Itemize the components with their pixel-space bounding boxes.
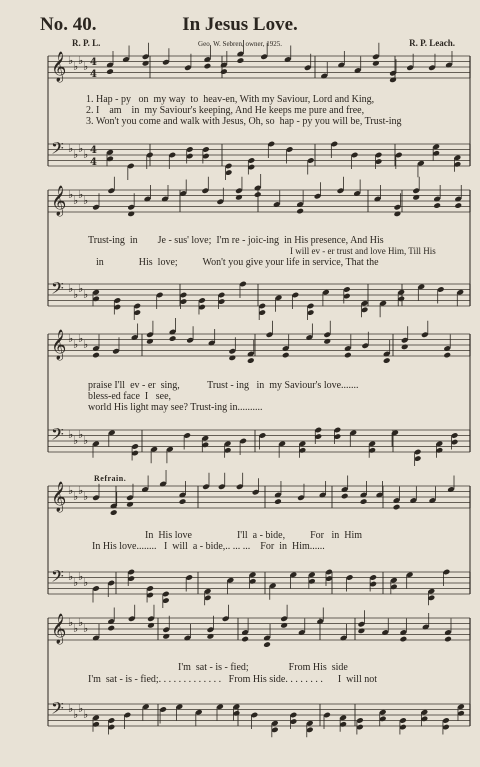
flat-sign: ♭: [68, 570, 74, 583]
flat-sign: ♭: [73, 338, 79, 351]
notehead: [443, 352, 451, 359]
notehead: [383, 357, 391, 364]
notehead: [92, 352, 100, 359]
flat-sign: ♭: [78, 54, 84, 67]
notehead: [241, 636, 249, 643]
time-signature: 4: [90, 69, 97, 80]
lyric-line: 2. I am in my Saviour's keeping, And He keeps me pure and free,: [86, 105, 365, 116]
flat-sign: ♭: [83, 288, 89, 301]
flat-sign: ♭: [83, 434, 89, 447]
notehead: [399, 636, 407, 643]
flat-sign: ♭: [68, 54, 74, 67]
notehead: [454, 202, 462, 209]
flat-sign: ♭: [78, 282, 84, 295]
flat-sign: ♭: [83, 622, 89, 635]
hymn-number: No. 40.: [40, 14, 97, 35]
flat-sign: ♭: [73, 622, 79, 635]
flat-sign: ♭: [78, 570, 84, 583]
notehead: [341, 493, 349, 500]
flat-sign: ♭: [78, 142, 84, 155]
notehead: [207, 633, 215, 640]
flat-sign: ♭: [78, 616, 84, 629]
notehead: [228, 355, 236, 362]
flat-sign: ♭: [83, 708, 89, 721]
notehead: [146, 338, 154, 345]
flat-sign: ♭: [73, 60, 79, 73]
lyric-line: I'm sat - is - fied; From His side: [178, 662, 348, 673]
notehead: [282, 352, 290, 359]
flat-sign: ♭: [83, 148, 89, 161]
hymn-title: In Jesus Love.: [182, 14, 298, 35]
notehead: [358, 628, 366, 635]
notehead: [106, 68, 114, 75]
notehead: [401, 344, 409, 351]
notehead: [344, 352, 352, 359]
treble-clef: 𝄞: [51, 330, 67, 360]
flat-sign: ♭: [73, 194, 79, 207]
notehead: [372, 60, 380, 67]
lyric-line: Trust-ing in Je - sus' love; I'm re - joic-ing in His presence, And His: [88, 235, 384, 246]
treble-clef: 𝄞: [51, 482, 67, 512]
notehead: [247, 357, 255, 364]
flat-sign: ♭: [68, 484, 74, 497]
notehead: [162, 633, 170, 640]
flat-sign: ♭: [73, 148, 79, 161]
flat-sign: ♭: [73, 434, 79, 447]
lyric-line: I will ev - er trust and love Him, Till His: [290, 246, 436, 256]
refrain-label: Refrain.: [94, 474, 127, 483]
notehead: [274, 498, 282, 505]
lyric-line: I'm sat - is - fied;. . . . . . . . . . . . . From His side. . . . . . . . I will not: [88, 674, 378, 685]
bass-clef: 𝄢: [51, 424, 64, 448]
notehead: [179, 498, 187, 505]
flat-sign: ♭: [68, 142, 74, 155]
lyric-line: In His love I'll a - bide, For in Him: [145, 530, 363, 541]
notehead: [389, 77, 397, 84]
flat-sign: ♭: [78, 188, 84, 201]
notehead: [263, 641, 271, 648]
time-signature: 4: [90, 57, 97, 68]
composer-credit: R. P. Leach.: [409, 38, 455, 48]
notehead: [280, 622, 288, 629]
notehead: [393, 504, 401, 511]
flat-sign: ♭: [78, 428, 84, 441]
notehead: [110, 509, 118, 516]
copyright-notice: Geo. W. Sebren, owner, 1925.: [198, 40, 282, 48]
flat-sign: ♭: [73, 576, 79, 589]
notehead: [237, 57, 245, 64]
notehead: [433, 202, 441, 209]
flat-sign: ♭: [68, 188, 74, 201]
bass-clef: 𝄢: [51, 278, 64, 302]
flat-sign: ♭: [73, 288, 79, 301]
notehead: [107, 625, 115, 632]
flat-sign: ♭: [73, 708, 79, 721]
flat-sign: ♭: [78, 484, 84, 497]
notehead: [147, 622, 155, 629]
flat-sign: ♭: [83, 60, 89, 73]
notehead: [235, 194, 243, 201]
notehead: [169, 335, 177, 342]
notehead: [323, 338, 331, 345]
flat-sign: ♭: [83, 576, 89, 589]
time-signature: 4: [90, 145, 97, 156]
notehead: [142, 60, 150, 67]
treble-clef: 𝄞: [51, 52, 67, 82]
flat-sign: ♭: [68, 282, 74, 295]
bass-clef: 𝄢: [51, 138, 64, 162]
flat-sign: ♭: [68, 702, 74, 715]
treble-clef: 𝄞: [51, 186, 67, 216]
flat-sign: ♭: [68, 616, 74, 629]
lyric-line: 3. Won't you come and walk with Jesus, Oh, so hap - py you will be, Trust-ing: [86, 116, 402, 127]
lyric-line: 1. Hap - py on my way to heav-en, With my Saviour, Lord and King,: [86, 94, 375, 105]
time-signature: 4: [90, 157, 97, 168]
notehead: [296, 208, 304, 215]
notehead: [220, 68, 228, 75]
notehead: [204, 63, 212, 70]
flat-sign: ♭: [73, 490, 79, 503]
notehead: [412, 194, 420, 201]
flat-sign: ♭: [83, 490, 89, 503]
flat-sign: ♭: [68, 332, 74, 345]
notehead: [254, 191, 262, 198]
flat-sign: ♭: [83, 338, 89, 351]
author-credit: R. P. L.: [72, 38, 101, 48]
flat-sign: ♭: [68, 428, 74, 441]
notehead: [444, 636, 452, 643]
treble-clef: 𝄞: [51, 614, 67, 644]
lyric-line: praise I'll ev - er sing, Trust - ing in my Saviour's love.......: [88, 380, 359, 391]
notehead: [126, 501, 134, 508]
notehead: [394, 211, 402, 218]
notehead: [360, 498, 368, 505]
lyric-line: bless-ed face I see,: [88, 391, 172, 402]
flat-sign: ♭: [78, 702, 84, 715]
notehead: [127, 211, 135, 218]
lyric-line: in His love; Won't you give your life in service, That the: [96, 257, 379, 268]
bass-clef: 𝄢: [51, 566, 64, 590]
lyric-line: world His light may see? Trust-ing in..........: [88, 402, 263, 413]
flat-sign: ♭: [83, 194, 89, 207]
flat-sign: ♭: [78, 332, 84, 345]
lyric-line: In His love........ I will a - bide,.. ... ... For in Him......: [92, 541, 325, 552]
bass-clef: 𝄢: [51, 698, 64, 722]
